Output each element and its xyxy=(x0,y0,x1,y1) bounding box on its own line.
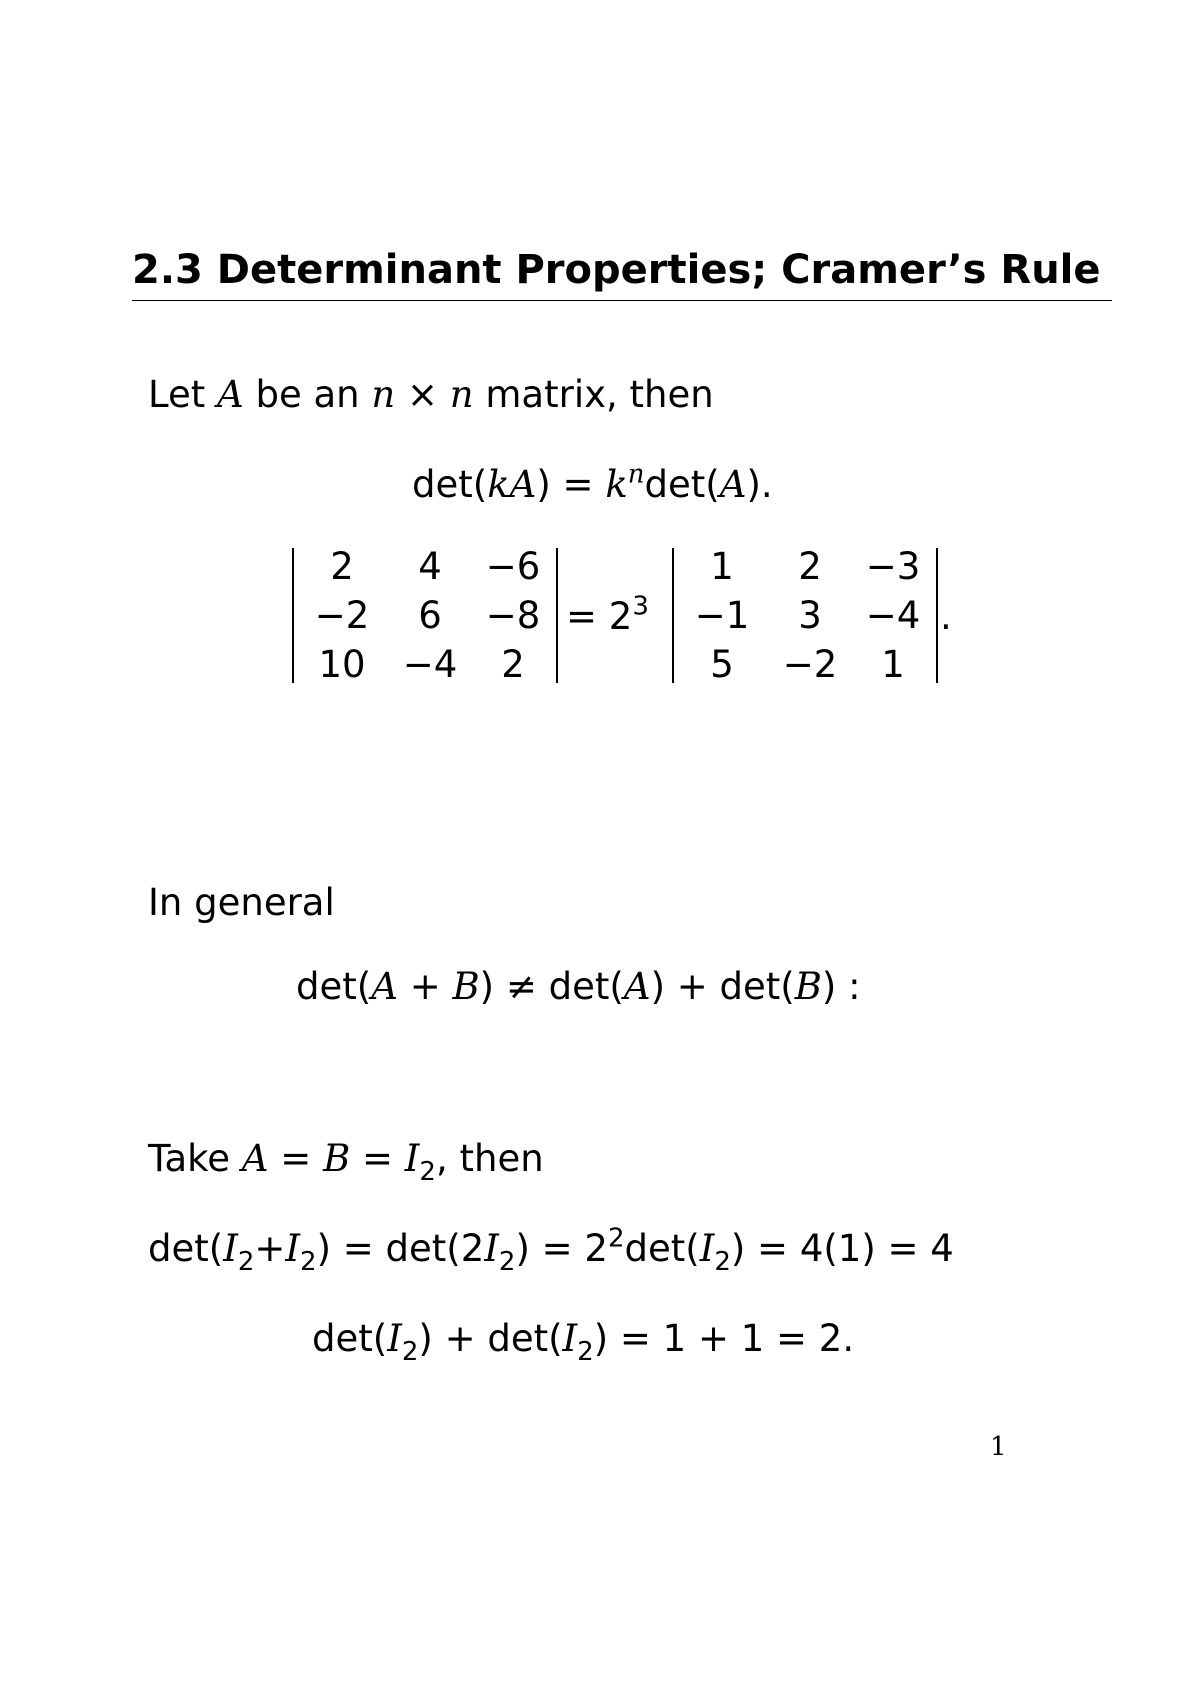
matrix-cell: 1 xyxy=(881,643,905,686)
matrix-cell: −4 xyxy=(865,594,921,637)
take-line: Take $A = B = I_2$, then xyxy=(148,1137,544,1188)
matrix-cell: −4 xyxy=(402,643,458,686)
intro-line: Let A be an n × n matrix, then xyxy=(148,373,714,416)
title-underline xyxy=(132,300,1112,301)
matrix-cell: 4 xyxy=(418,545,442,588)
matrix-cell: 6 xyxy=(418,594,442,637)
right-determinant xyxy=(672,545,938,686)
example-period: . xyxy=(940,595,952,638)
matrix-cell: 3 xyxy=(798,594,822,637)
matrix-cell: −2 xyxy=(314,594,370,637)
sum-inequality: det(A + B) ≠ det(A) + det(B) : xyxy=(296,965,861,1008)
matrix-cell: 2 xyxy=(501,643,525,686)
left-determinant xyxy=(292,545,558,686)
matrix-cell: −8 xyxy=(485,594,541,637)
matrix-cell: 2 xyxy=(330,545,354,588)
scalar-factor: = $2^3$ xyxy=(566,591,649,638)
matrix-cell: 2 xyxy=(798,545,822,588)
matrix-cell: −1 xyxy=(694,594,750,637)
matrix-cell: 1 xyxy=(710,545,734,588)
page-number: 1 xyxy=(990,1432,1007,1462)
matrix-cell: −6 xyxy=(485,545,541,588)
matrix-cell: −2 xyxy=(782,643,838,686)
scalar-rule-equation: $\det(kA) = k^n\det(A)$. xyxy=(412,459,773,506)
calculation-line-1: $\det(I_2+I_2) = \det(2I_2) = 2^2\det(I_2) = 4(1) = 4$ xyxy=(148,1223,954,1278)
in-general-text: In general xyxy=(148,881,335,924)
page-title: 2.3 Determinant Properties; Cramer’s Rule xyxy=(132,247,1101,293)
matrix-cell: −3 xyxy=(865,545,921,588)
matrix-cell: 10 xyxy=(318,643,366,686)
matrix-cell: 5 xyxy=(710,643,734,686)
calculation-line-2: $\det(I_2) + \det(I_2) = 1 + 1 = 2$. xyxy=(312,1317,855,1368)
